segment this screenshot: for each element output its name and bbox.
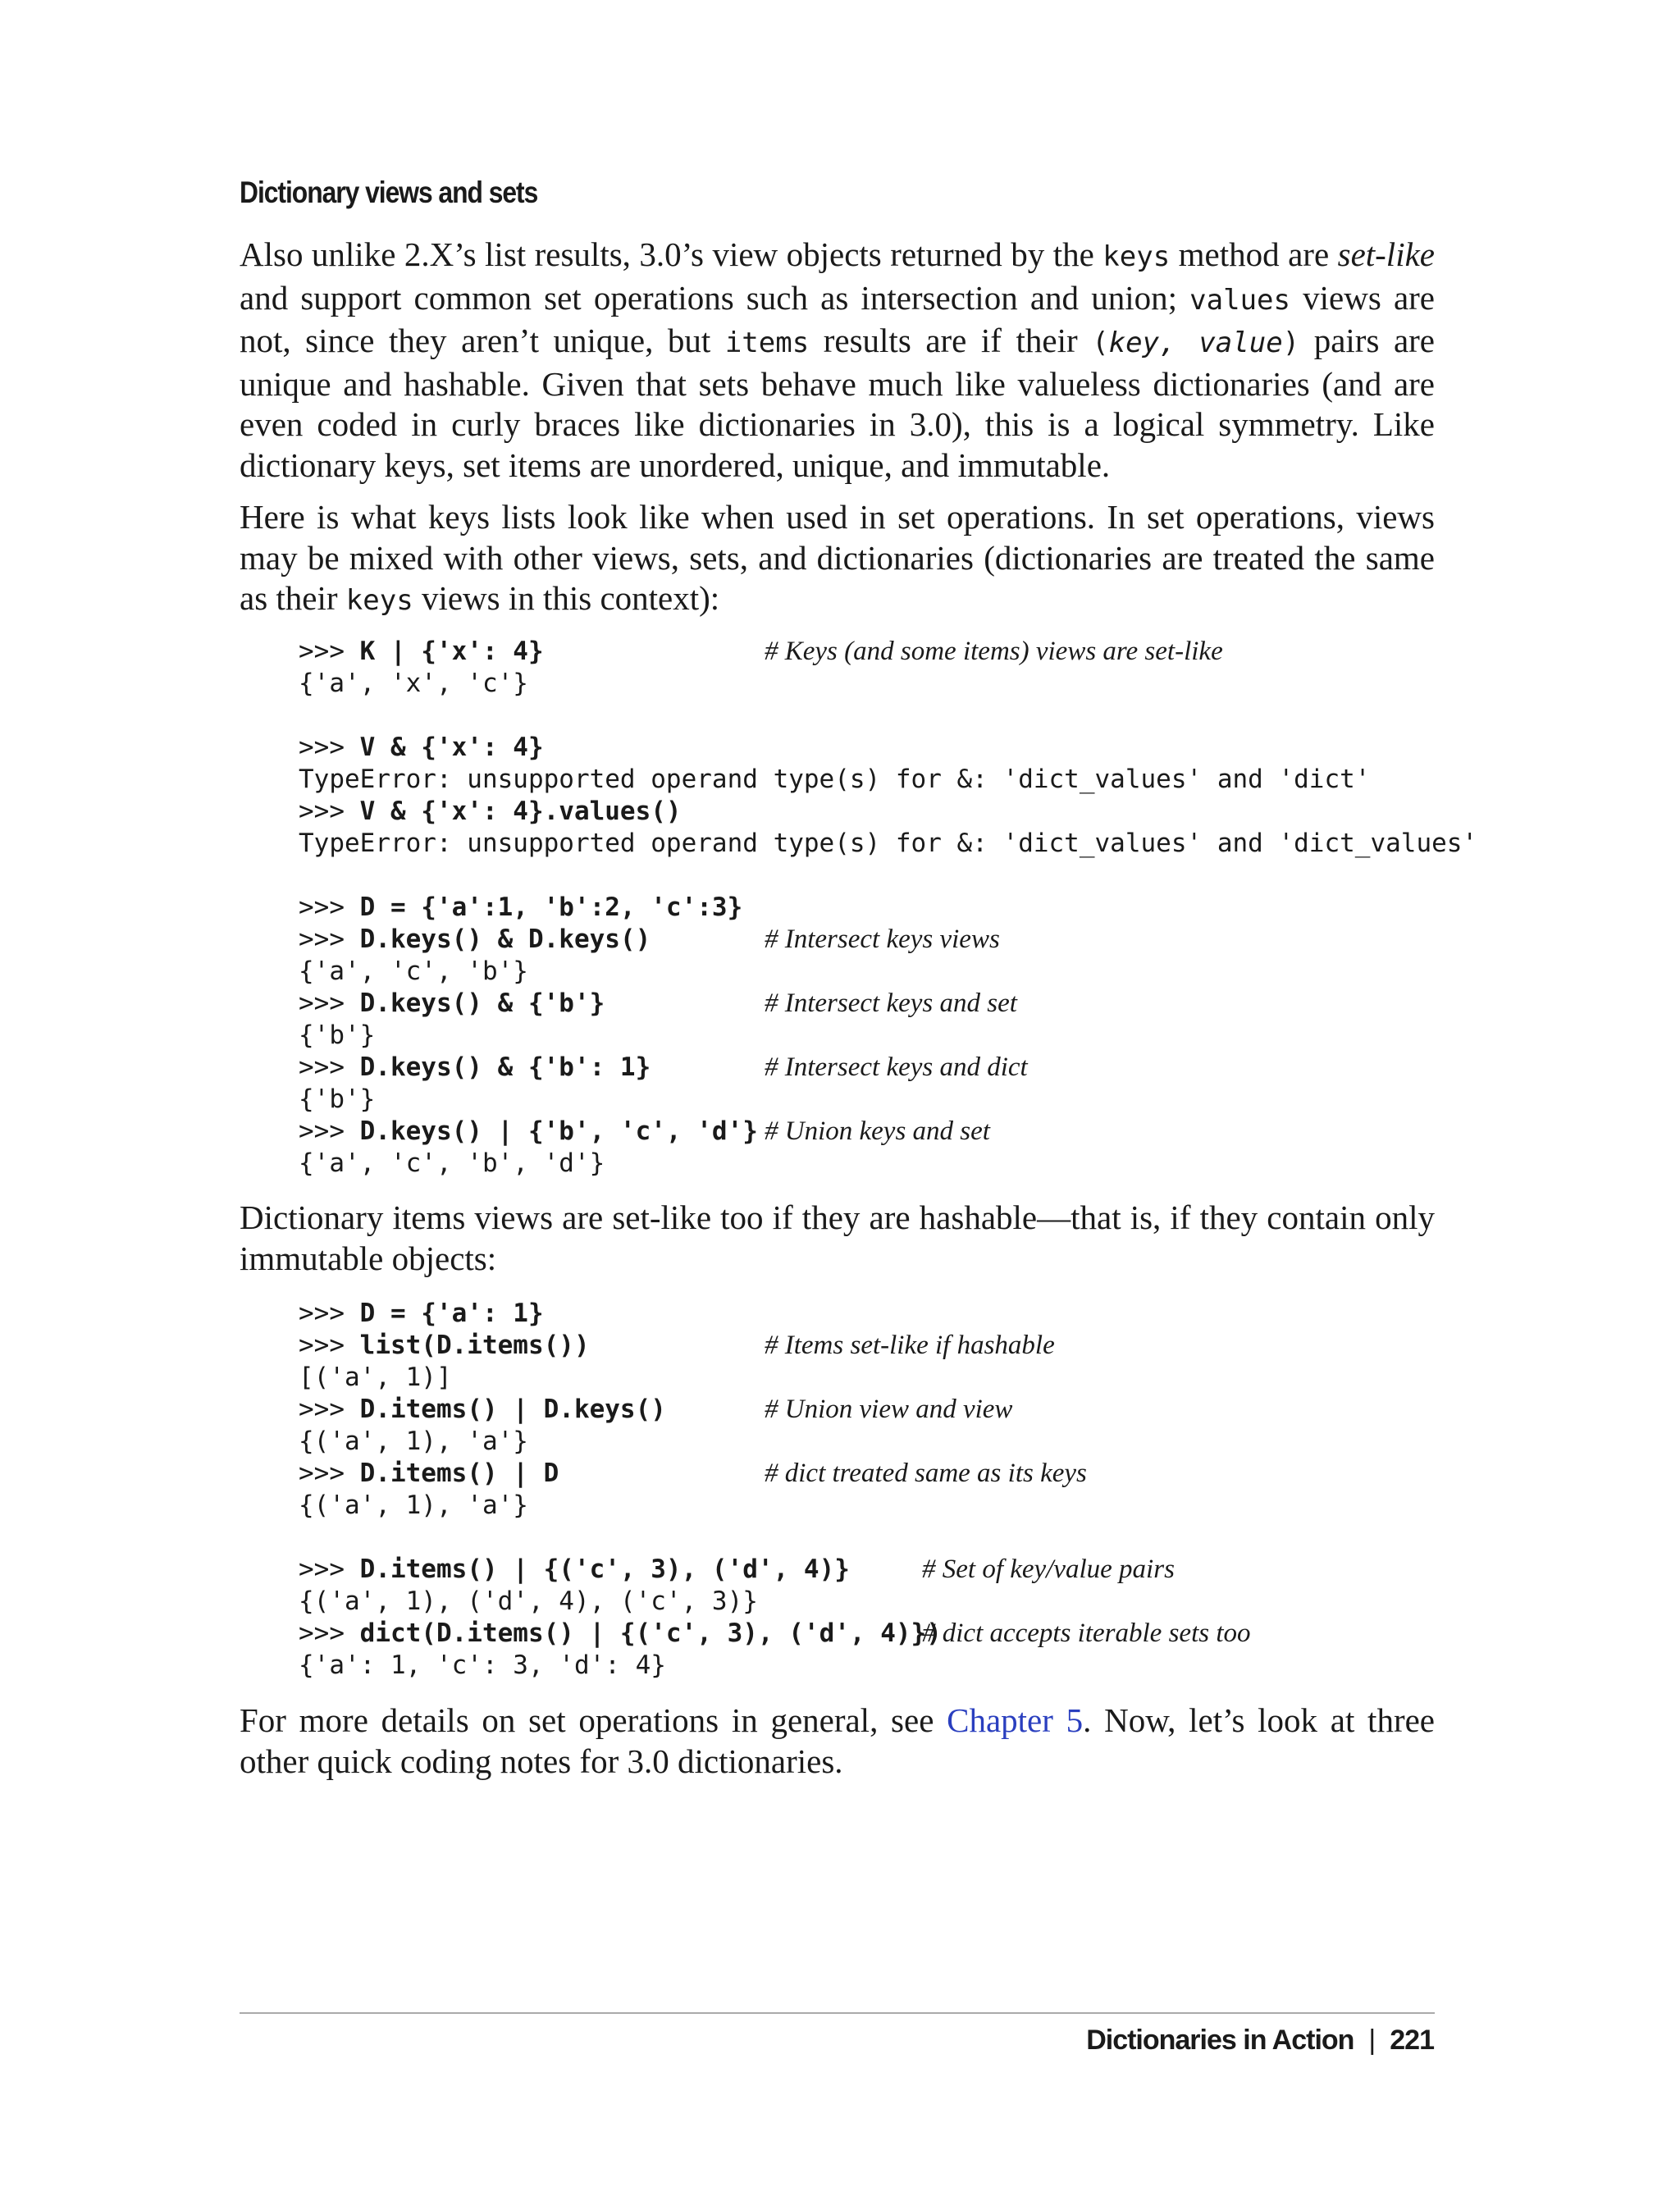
footer-rule [240, 2012, 1435, 2014]
code-output: {('a', 1), 'a'} [299, 1427, 528, 1456]
code-prompt: >>> [299, 1459, 360, 1488]
code-output-line [299, 668, 1477, 700]
text: pairs are unique and hashable. Given that sets behave much like valueless dictionaries (and are even coded in curly braces like dictionaries in 3.0), this is a logical symmetry. Like dictionary keys, set items are unordered, unique, and immutable. [240, 322, 1435, 484]
code-command: D.items() | D.keys() [359, 1395, 666, 1424]
code-prompt: >>> [299, 892, 360, 922]
code-comment: # Union view and view [765, 1395, 1013, 1424]
code-output: {('a', 1), 'a'} [299, 1491, 528, 1520]
inline-code: values [1189, 283, 1290, 317]
text: and support common set operations such as intersection and union; [240, 278, 1190, 317]
paragraph-more-details [240, 1701, 1435, 1782]
code-blank-line [299, 860, 1477, 892]
inline-code: items [724, 326, 810, 359]
inline-code: ( [1092, 326, 1109, 359]
code-prompt: >>> [299, 1052, 360, 1082]
code-input-line [299, 1298, 942, 1330]
code-output: {'a': 1, 'c': 3, 'd': 4} [299, 1650, 666, 1680]
code-comment: # dict accepts iterable sets too [922, 1618, 1251, 1648]
code-prompt: >>> [299, 1554, 360, 1584]
text: . Now, let’s look at three other quick coding notes for 3.0 dictionaries. [240, 1701, 1435, 1780]
code-listing-keys-set-ops [299, 636, 1477, 1180]
code-comment: # Intersect keys and set [765, 988, 1017, 1018]
footer-separator: | [1368, 2025, 1376, 2056]
inline-code: keys [345, 584, 413, 617]
code-command: D.keys() | {'b', 'c', 'd'} [359, 1116, 758, 1146]
running-footer-title: Dictionaries in Action [1086, 2025, 1354, 2056]
code-comment: # Intersect keys views [765, 924, 1000, 954]
text: Also unlike 2.X’s list results, 3.0’s view objects returned by the [240, 235, 1103, 273]
code-command: D.keys() & D.keys() [359, 924, 651, 954]
code-command: dict(D.items() | {('c', 3), ('d', 4)}) [359, 1618, 942, 1648]
code-output-line [299, 1148, 1477, 1180]
code-command: list(D.items()) [359, 1331, 590, 1360]
code-command: K | {'x': 4} [359, 637, 544, 666]
code-prompt: >>> [299, 637, 360, 666]
code-input-line [299, 1394, 1013, 1426]
emphasis: set-like [1337, 235, 1435, 273]
code-output: {'a', 'c', 'b', 'd'} [299, 1148, 605, 1178]
code-input-line [299, 1330, 1055, 1362]
code-listing-items-set-ops [299, 1298, 1251, 1682]
section-heading: Dictionary views and sets [240, 176, 538, 209]
paragraph-set-like-views [240, 235, 1435, 486]
code-output: TypeError: unsupported operand type(s) for &: 'dict_values' and 'dict' [299, 765, 1371, 794]
text: Here is what keys lists look like when used in set operations. In set operations, views may be mixed with other views, sets, and dictionaries (dictionaries are treated the same as their [240, 498, 1435, 617]
code-input-line [299, 1052, 1477, 1084]
code-prompt: >>> [299, 733, 360, 762]
text: For more details on set operations in general, see [240, 1701, 947, 1739]
paragraph-keys-in-set-ops [240, 497, 1435, 622]
code-command: D.items() | {('c', 3), ('d', 4)} [359, 1554, 850, 1584]
code-output: TypeError: unsupported operand type(s) for &: 'dict_values' and 'dict_values' [299, 829, 1478, 858]
code-input-line [299, 1618, 1251, 1650]
code-output: {'b'} [299, 1020, 376, 1050]
code-comment: # Set of key/value pairs [922, 1554, 1175, 1584]
code-input-line [299, 1554, 1175, 1586]
code-input-line [299, 796, 1477, 828]
code-prompt: >>> [299, 1331, 360, 1360]
text: method are [1170, 235, 1338, 273]
code-prompt: >>> [299, 988, 360, 1018]
code-comment: # Union keys and set [765, 1116, 990, 1146]
chapter-link[interactable]: Chapter 5 [947, 1701, 1084, 1739]
code-command: V & {'x': 4}.values() [359, 797, 682, 826]
text: views are not, since they aren’t unique, but [240, 278, 1436, 359]
code-input-line [299, 636, 1477, 668]
code-output-line [299, 1650, 942, 1682]
inline-code: ) [1282, 326, 1300, 359]
code-input-line [299, 1458, 1087, 1490]
code-command: D.items() | D [359, 1459, 559, 1488]
code-command: D.keys() & {'b': 1} [359, 1052, 651, 1082]
code-comment: # Keys (and some items) views are set-like [765, 637, 1223, 666]
code-output: {'a', 'c', 'b'} [299, 956, 528, 986]
code-prompt: >>> [299, 1618, 360, 1648]
code-output: {('a', 1), ('d', 4), ('c', 3)} [299, 1586, 758, 1616]
code-output-line [299, 764, 1477, 796]
code-output-line [299, 956, 1477, 988]
code-input-line [299, 732, 1477, 764]
code-command: D.keys() & {'b'} [359, 988, 605, 1018]
code-output: {'a', 'x', 'c'} [299, 669, 528, 698]
code-input-line [299, 892, 1477, 924]
code-output: [('a', 1)] [299, 1363, 452, 1392]
code-prompt: >>> [299, 924, 360, 954]
code-input-line [299, 1116, 1477, 1148]
text: results are if their [809, 322, 1093, 359]
code-output-line [299, 1426, 942, 1458]
code-output-line [299, 1586, 942, 1618]
code-blank-line [299, 1522, 942, 1554]
code-command: D = {'a':1, 'b':2, 'c':3} [359, 892, 743, 922]
inline-code: keys [1102, 240, 1171, 273]
page-footer [1086, 2025, 1434, 2057]
page-number: 221 [1390, 2025, 1434, 2056]
paragraph-items-views: Dictionary items views are set-like too if they are hashable—that is, if they contain only immutable objects: [240, 1198, 1435, 1277]
code-comment: # Items set-like if hashable [765, 1331, 1055, 1360]
text: views in this context): [413, 579, 720, 617]
code-prompt: >>> [299, 1395, 360, 1424]
code-output-line [299, 1084, 1477, 1116]
code-output-line [299, 1020, 1477, 1052]
code-comment: # Intersect keys and dict [765, 1052, 1028, 1082]
inline-code-italic: key, value [1108, 326, 1283, 359]
code-output-line [299, 828, 1477, 860]
code-output-line [299, 1490, 942, 1522]
code-command: D = {'a': 1} [359, 1299, 544, 1328]
code-output-line [299, 1362, 942, 1394]
code-prompt: >>> [299, 1299, 360, 1328]
code-command: V & {'x': 4} [359, 733, 544, 762]
code-input-line [299, 988, 1477, 1020]
code-prompt: >>> [299, 1116, 360, 1146]
code-blank-line [299, 700, 1477, 732]
code-prompt: >>> [299, 797, 360, 826]
code-input-line [299, 924, 1477, 956]
code-output: {'b'} [299, 1084, 376, 1114]
code-comment: # dict treated same as its keys [765, 1459, 1087, 1488]
